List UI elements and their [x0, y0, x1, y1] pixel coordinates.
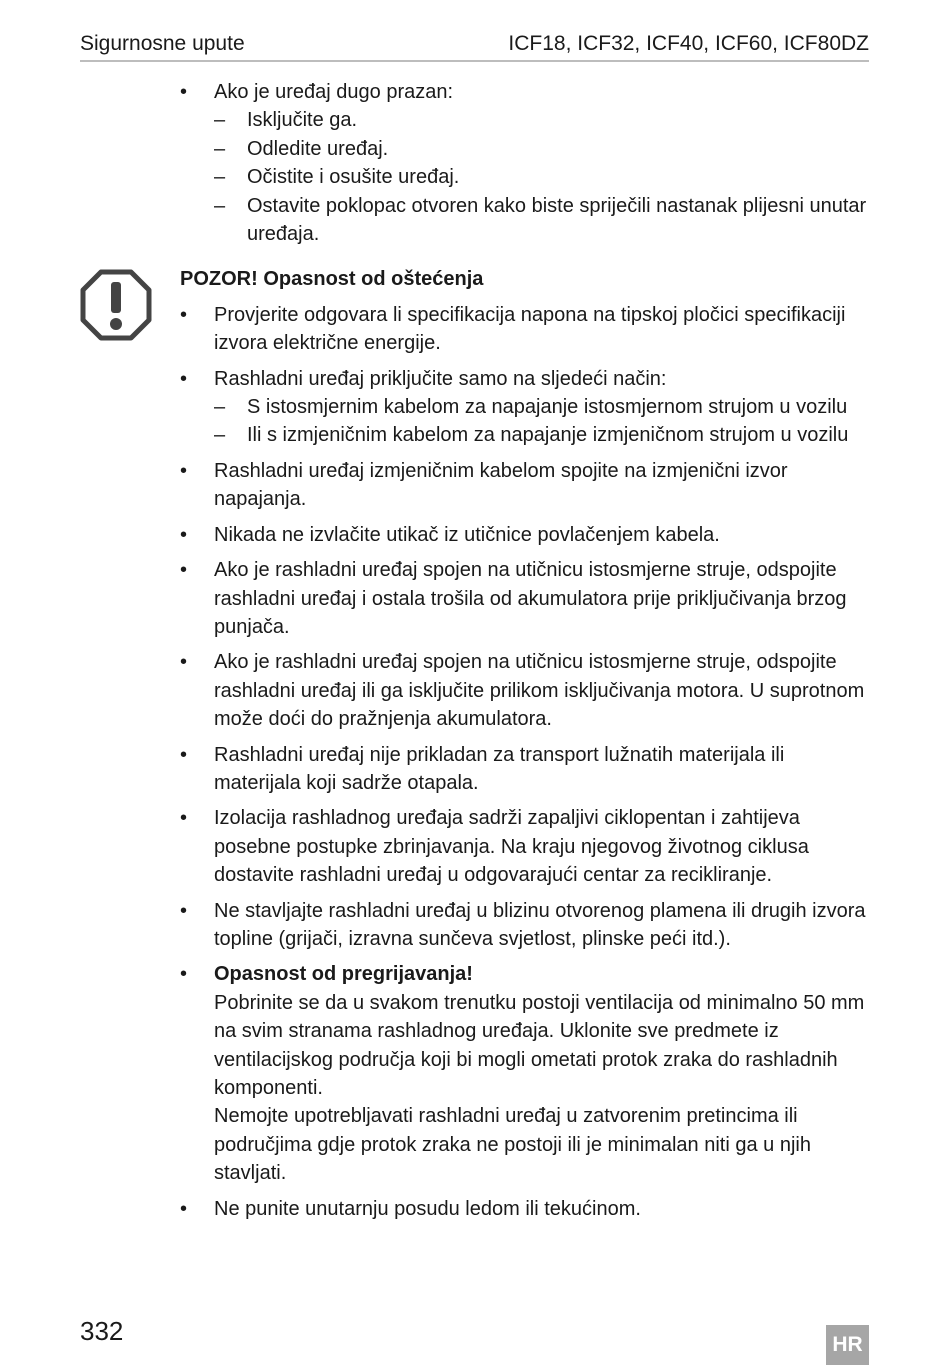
list-item: • Ne stavljajte rashladni uređaj u blizinu otvorenog plamena ili drugih izvora topline (grijači, izravna sunčeva svjetlost, plinske peći itd.).	[180, 897, 870, 954]
list-item-text: Izolacija rashladnog uređaja sadrži zapaljivi ciklopentan i zahtijeva posebne postupke zbrinjavanja. Na kraju njegovog životnog ciklusa dostavite rashladni uređaj u odgovarajući centar za recikliranje.	[214, 807, 809, 887]
exclamation-octagon-icon	[80, 269, 152, 341]
list-item	[180, 78, 870, 248]
model-list: ICF18, ICF32, ICF40, ICF60, ICF80DZ	[508, 32, 869, 55]
sub-item: – Isključite ga.	[214, 109, 358, 132]
sub-item: – Ostavite poklopac otvoren kako biste spriječili nastanak plijesni unutar uređaja.	[214, 194, 867, 246]
section-title: Sigurnosne upute	[80, 32, 245, 55]
document-body	[180, 78, 870, 1223]
sub-item: – S istosmjernim kabelom za napajanje istosmjernom strujom u vozilu	[214, 396, 848, 419]
list-item-text: Ako je rashladni uređaj spojen na utičnicu istosmjerne struje, odspojite rashladni uređaj ili ga isključite prilikom isključivanja motora. U suprotnom može doći do pražnjenja akumulatora.	[214, 651, 865, 731]
list-item-text: Rashladni uređaj izmjeničnim kabelom spojite na izmjenični izvor napajanja.	[214, 459, 788, 511]
list-item: • Ne punite unutarnju posudu ledom ili tekućinom.	[180, 1195, 870, 1223]
list-item: • Ako je rashladni uređaj spojen na utičnicu istosmjerne struje, odspojite rashladni uređaj ili ga isključite prilikom isključivanja motora. U suprotnom može doći do pražnjenja akumulatora.	[180, 648, 870, 733]
list-item: • Izolacija rashladnog uređaja sadrži zapaljivi ciklopentan i zahtijeva posebne postupke zbrinjavanja. Na kraju njegovog životnog ciklusa dostavite rashladni uređaj u odgovarajući centar za recikliranje.	[180, 804, 870, 889]
sub-item: – Očistite i osušite uređaj.	[214, 166, 460, 189]
list-item-text: Ne stavljajte rashladni uređaj u blizinu otvorenog plamena ili drugih izvora topline (grijači, izravna sunčeva svjetlost, plinske peći itd.).	[214, 899, 866, 950]
list-item: • Rashladni uređaj nije prikladan za transport lužnatih materijala ili materijala koji sadrže otapala.	[180, 741, 870, 798]
list-item: • Provjerite odgovara li specifikacija napona na tipskoj pločici specifikaciji izvora električne energije.	[180, 301, 870, 358]
list-item: • Opasnost od pregrijavanja! Pobrinite se da u svakom trenutku postoji ventilacija od minimalno 50 mm na svim stranama rashladnog uređaja. Uklonite sve predmete iz ventilacijskog područja koji bi mogli ometati protok zraka do rashladnih komponenti. Nemojte upotrebljavati rashladni uređaj u zatvorenim pretincima ili područjima gdje protok zraka ne postoji ili je minimalan niti ga u njih stavljati.	[180, 960, 870, 1187]
list-item: • Rashladni uređaj izmjeničnim kabelom spojite na izmjenični izvor napajanja.	[180, 457, 870, 514]
page-number: 332	[80, 1316, 124, 1346]
list-item-text: Ako je rashladni uređaj spojen na utičnicu istosmjerne struje, odspojite rashladni uređaj i ostala trošila od akumulatora prije priključivanja brzog punjača.	[214, 559, 847, 638]
overheat-title: Opasnost od pregrijavanja!	[214, 963, 473, 986]
language-badge: HR	[826, 1325, 869, 1365]
list-item-text: Ako je uređaj dugo prazan:	[214, 81, 454, 103]
warning-title: POZOR! Opasnost od oštećenja	[180, 268, 484, 291]
list-item: • Nikada ne izvlačite utikač iz utičnice povlačenjem kabela.	[180, 521, 870, 549]
list-item-text: Provjerite odgovara li specifikacija napona na tipskoj pločici specifikaciji izvora električne energije.	[214, 303, 846, 355]
list-item-text: Rashladni uređaj priključite samo na sljedeći način:	[214, 367, 667, 390]
list-item-text: Nemojte upotrebljavati rashladni uređaj u zatvorenim pretincima ili područjima gdje protok zraka ne postoji ili je minimalan niti ga u njih stavljati.	[214, 1105, 811, 1185]
sub-item: – Odledite uređaj.	[214, 137, 389, 160]
bullet: •	[180, 81, 188, 103]
sub-item: – Ili s izmjeničnim kabelom za napajanje izmjeničnom strujom u vozilu	[214, 424, 849, 447]
list-item-text: Rashladni uređaj nije prikladan za transport lužnatih materijala ili materijala koji sadrže otapala.	[214, 743, 785, 794]
list-item: • Rashladni uređaj priključite samo na sljedeći način: – S istosmjernim kabelom za napajanje istosmjernom strujom u vozilu – Ili s izmjeničnim kabelom za napajanje izmjeničnom strujom u vozilu	[180, 365, 870, 450]
page-header	[80, 30, 869, 62]
list-item: • Ako je rashladni uređaj spojen na utičnicu istosmjerne struje, odspojite rashladni uređaj i ostala trošila od akumulatora prije priključivanja brzog punjača.	[180, 556, 870, 641]
list-item-text: Pobrinite se da u svakom trenutku postoji ventilacija od minimalno 50 mm na svim stranama rashladnog uređaja. Uklonite sve predmete iz ventilacijskog područja koji bi mogli ometati protok zraka do rashladnih komponenti.	[214, 991, 865, 1099]
list-item-text: Nikada ne izvlačite utikač iz utičnice povlačenjem kabela.	[214, 523, 720, 546]
list-item-text: Ne punite unutarnju posudu ledom ili tekućinom.	[214, 1197, 641, 1220]
